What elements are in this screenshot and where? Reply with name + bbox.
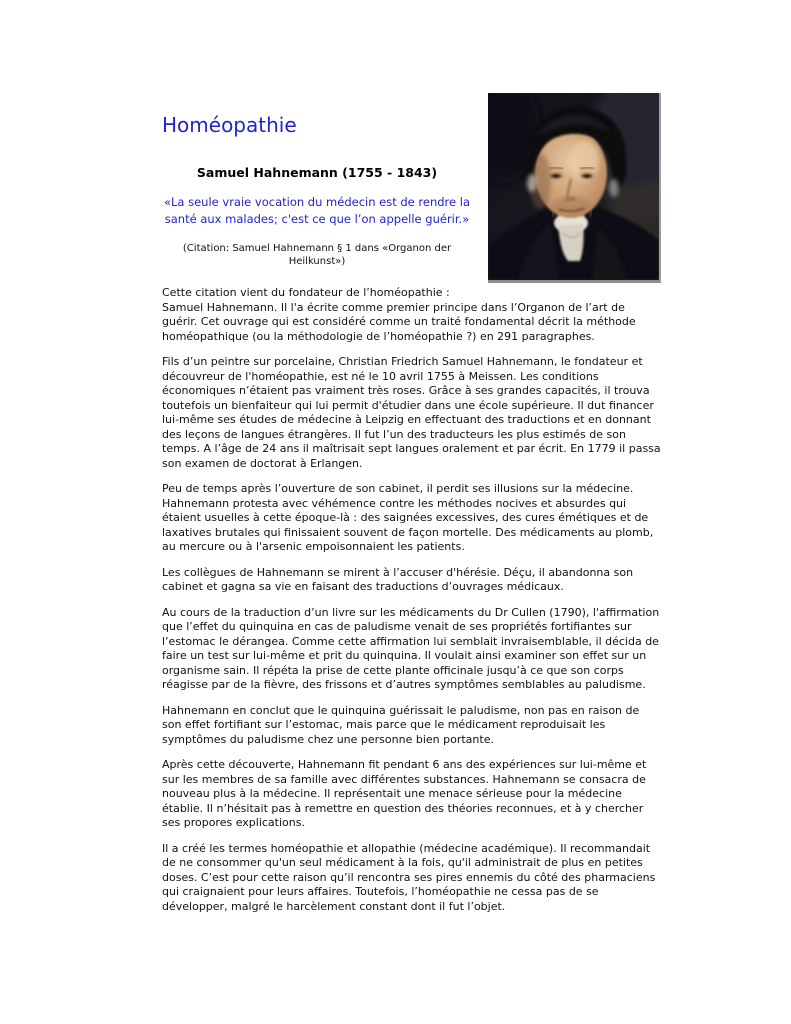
page-title: Homéopathie <box>162 113 297 137</box>
paragraph: Cette citation vient du fondateur de l’homéopathie : Samuel Hahnemann. Il l'a écrite comme premier principe dans l’Organon de l’art de guérir. Cet ouvrage qui est considéré comme un traité fondamental décrit la méthode homéopathique (ou la méthodologie de l’homéopathie ?) en 291 paragraphes. <box>162 286 636 343</box>
paragraph: Après cette découverte, Hahnemann fit pendant 6 ans des expériences sur lui-même et sur les membres de sa famille avec différentes substances. Hahnemann se consacra de nouveau plus à la médecine. Il représentait une menace sérieuse pour la médecine établie. Il n’hésitait pas à remettre en question des théories reconnues, et à y chercher ses propores explications. <box>162 758 647 829</box>
subject-heading: Samuel Hahnemann (1755 - 1843) <box>196 165 438 180</box>
document-content <box>162 93 661 925</box>
hahnemann-portrait-painting <box>488 93 659 280</box>
paragraph: Au cours de la traduction d’un livre sur les médicaments du Dr Cullen (1790), l'affirmation que l’effet du quinquina en cas de paludisme venait de ses propriétés fortifiantes sur l’estomac le dérangea. Comme cette affirmation lui semblait invraisemblable, il décida de faire un test sur lui-même et prit du quinquina. Il voulait ainsi examiner son effet sur un organisme sain. Il répéta la prise de cette plante officinale jusqu’à ce que son corps réagisse par de la fièvre, des frissons et d’autres symptômes semblables au paludisme. <box>162 605 660 691</box>
body-paragraphs <box>162 286 661 914</box>
paragraph: Fils d’un peintre sur porcelaine, Christian Friedrich Samuel Hahnemann, le fondateur et découvreur de l'homéopathie, est né le 10 avril 1755 à Meissen. Les conditions économiques n’étaient pas vraiment très roses. Grâce à ses grandes capacités, il trouva toutefois un bienfaiteur qui lui permit d'étudier dans une école supérieure. Il dut financer lui-même ses études de médecine à Leipzig en effectuant des traductions et en donnant des leçons de langues étrangères. Il fut l’un des traducteurs les plus estimés de son temps. A l’âge de 24 ans il maîtrisait sept langues oralement et par écrit. En 1779 il passa son examen de doctorat à Erlangen. <box>162 355 661 470</box>
paragraph: Hahnemann en conclut que le quinquina guérissait le paludisme, non pas en raison de son effet fortifiant sur l’estomac, mais parce que le médicament reproduisait les symptômes du paludisme chez une personne bien portante. <box>162 703 640 746</box>
hahnemann-portrait <box>488 93 661 283</box>
paragraph: Peu de temps après l’ouverture de son cabinet, il perdit ses illusions sur la médecine. Hahnemann protesta avec véhémence contre les méthodes nocives et absurdes qui étaient usuelles à cette époque-là : des saignées excessives, des cures émétiques et de laxatives brutales qui finissaient souvent de façon mortelle. Des médicaments au plomb, au mercure ou à l'arsenic empoisonnaient les patients. <box>162 482 654 553</box>
quote-text: «La seule vraie vocation du médecin est de rendre la santé aux malades; c'est ce que l’on appelle guérir.» <box>163 195 471 226</box>
paragraph: Il a créé les termes homéopathie et allopathie (médecine académique). Il recommandait de ne consommer qu'un seul médicament à la fois, qu'il administrait de plus en petites doses. C’est pour cette raison qu’il rencontra ses pires ennemis du côté des pharmaciens qui craignaient pour leurs affaires. Toutefois, l’homéopathie ne cessa pas de se développer, malgré le harcèlement constant dont il fut l’objet. <box>162 841 656 913</box>
citation-line: (Citation: Samuel Hahnemann § 1 dans «Organon der Heilkunst») <box>182 243 452 267</box>
paragraph: Les collègues de Hahnemann se mirent à l’accuser d'hérésie. Déçu, il abandonna son cabinet et gagna sa vie en faisant des traductions d’ouvrages médicaux. <box>162 565 634 593</box>
